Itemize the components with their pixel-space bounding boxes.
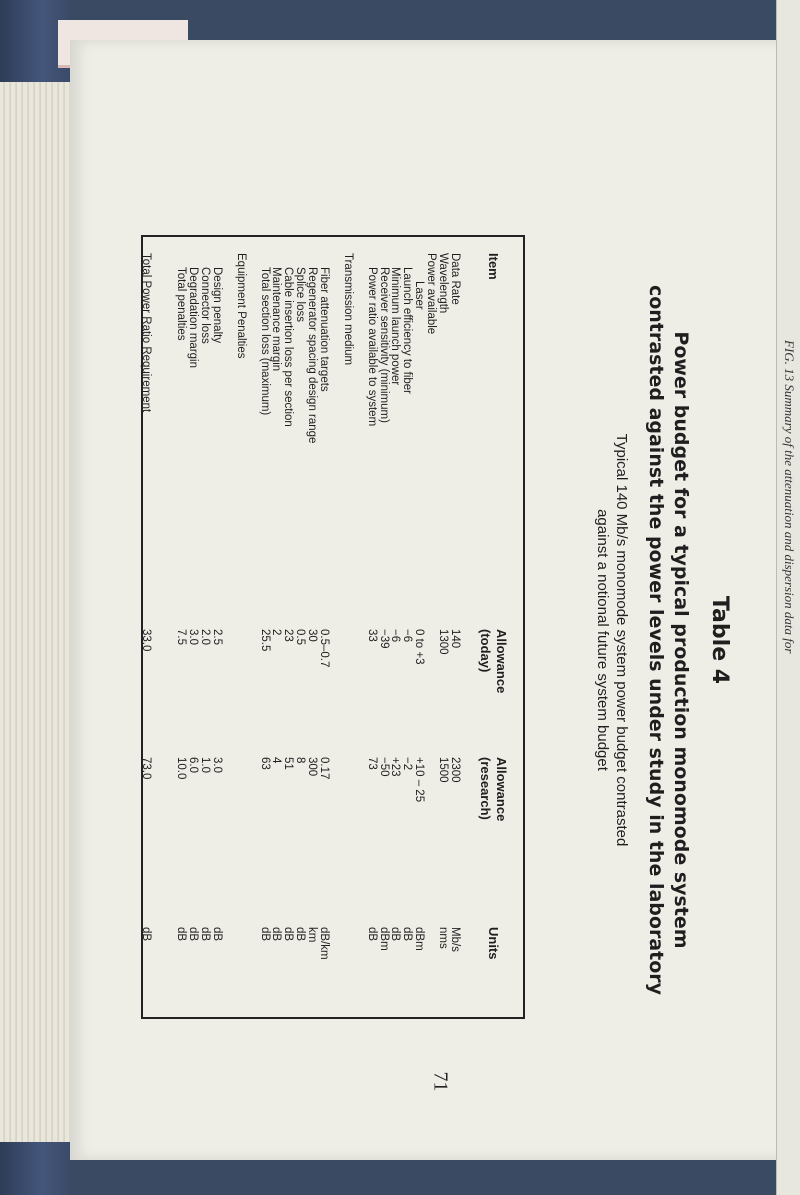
- table-row: [341, 237, 354, 1017]
- row-item-label: Degradation margin: [187, 267, 200, 369]
- row-research-value: −2: [401, 757, 414, 771]
- row-today-value: 30: [306, 629, 319, 642]
- column-header-research-line-1: Allowance: [494, 757, 509, 822]
- rotated-table-content: [130, 140, 750, 1140]
- row-today-value: −6: [401, 629, 414, 643]
- table-row: [365, 237, 378, 1017]
- row-research-value: 4: [270, 757, 283, 764]
- row-item-label: Launch efficiency to fiber: [401, 267, 414, 395]
- row-today-value: 3.0: [187, 629, 200, 645]
- facing-page-caption: FIG. 13 Summary of the attenuation and dispersion data for: [782, 340, 797, 654]
- column-header-today: [477, 629, 509, 693]
- row-today-value: 7.5: [175, 629, 188, 645]
- row-item-label: Receiver sensitivity (minimum): [377, 267, 390, 423]
- table-row: [281, 237, 294, 1017]
- table-row: [186, 237, 199, 1017]
- row-units: dB: [187, 927, 200, 942]
- row-item-label: Power available: [425, 253, 438, 335]
- row-today-value: 25.5: [258, 629, 271, 652]
- row-item-label: Maintenance margin: [270, 267, 283, 372]
- table-subtitle: [593, 140, 631, 1140]
- row-research-value: +23: [389, 757, 402, 777]
- row-item-label: Splice loss: [294, 267, 307, 322]
- row-units: km: [306, 927, 319, 943]
- table-caption: [530, 140, 750, 1140]
- row-item-label: Regenerator spacing design range: [306, 267, 319, 444]
- row-research-value: 0.17: [318, 757, 331, 780]
- row-item-label: Laser: [413, 281, 426, 310]
- row-today-value: 1300: [437, 629, 450, 655]
- row-units: dBm: [413, 927, 426, 951]
- power-budget-table: [141, 235, 525, 1019]
- table-row: [448, 237, 461, 1017]
- column-header-units: Units: [486, 927, 501, 960]
- column-header-research-line-2: (research): [478, 757, 493, 820]
- table-title-line-1: Power budget for a typical production monomode system: [670, 331, 692, 949]
- table-row: [210, 237, 223, 1017]
- table-row: [151, 237, 164, 1017]
- row-item-label: Transmission medium: [341, 253, 354, 366]
- table-label: Table 4: [707, 595, 732, 685]
- row-units: dB: [365, 927, 378, 942]
- row-research-value: 2300: [449, 757, 461, 783]
- row-research-value: −50: [377, 757, 390, 777]
- table-row: [377, 237, 390, 1017]
- table-subtitle-line-1: Typical 140 Mb/s monomode system power budget contrasted: [613, 433, 630, 847]
- row-today-value: 0.5: [294, 629, 307, 645]
- table-row: [222, 237, 235, 1017]
- row-item-label: Total penalties: [175, 267, 188, 341]
- row-today-value: 2.5: [211, 629, 223, 645]
- row-item-label: Total Power Ratio Requirement: [139, 253, 152, 413]
- row-units: dB: [258, 927, 271, 942]
- row-item-label: Minimum launch power: [389, 267, 402, 386]
- table-row: [246, 237, 259, 1017]
- table-row: [270, 237, 283, 1017]
- table-row: [139, 237, 152, 1017]
- row-today-value: 33.0: [139, 629, 152, 652]
- row-research-value: 73.0: [139, 757, 152, 780]
- row-today-value: 23: [282, 629, 295, 642]
- row-research-value: 51: [282, 757, 295, 770]
- row-item-label: Equipment Penalties: [234, 253, 247, 359]
- table-subtitle-line-2: against a notional future system budget: [594, 509, 611, 771]
- row-item-label: Total section loss (maximum): [258, 267, 271, 416]
- row-item-label: Cable insertion loss per section: [282, 267, 295, 427]
- row-units: dB: [199, 927, 212, 942]
- row-units: dB: [270, 927, 283, 942]
- row-today-value: 2.0: [199, 629, 212, 645]
- row-units: nms: [437, 927, 450, 949]
- table-row: [258, 237, 271, 1017]
- row-research-value: +10 – 25: [413, 757, 426, 803]
- row-research-value: 300: [306, 757, 319, 777]
- row-units: dB: [139, 927, 152, 942]
- table-row: [353, 237, 366, 1017]
- table-row: [389, 237, 402, 1017]
- row-units: Mb/s: [449, 927, 461, 952]
- row-today-value: 33: [365, 629, 378, 642]
- table-row: [424, 237, 437, 1017]
- row-research-value: 63: [258, 757, 271, 770]
- row-units: dB: [294, 927, 307, 942]
- row-today-value: 0.5–0.7: [318, 629, 331, 668]
- row-research-value: 1.0: [199, 757, 212, 773]
- table-row: [174, 237, 187, 1017]
- row-item-label: Power ratio available to system: [365, 267, 378, 427]
- row-today-value: −39: [377, 629, 390, 649]
- row-today-value: 0 to +3: [413, 629, 426, 665]
- table-title-line-2: contrasted against the power levels under study in the laboratory: [645, 284, 667, 996]
- row-item-label: Connector loss: [199, 267, 212, 344]
- row-units: dB: [389, 927, 402, 942]
- column-header-today-line-2: (today): [478, 629, 493, 673]
- row-item-label: Data Rate: [449, 253, 461, 305]
- table-row: [293, 237, 306, 1017]
- row-today-value: 140: [449, 629, 461, 649]
- row-units: dB/km: [318, 927, 331, 960]
- row-research-value: 1500: [437, 757, 450, 783]
- row-research-value: 73: [365, 757, 378, 770]
- page-stack-edges: [0, 82, 72, 1142]
- row-research-value: 3.0: [211, 757, 223, 773]
- column-header-item: Item: [486, 253, 501, 280]
- table-row: [198, 237, 211, 1017]
- column-header-today-line-1: Allowance: [494, 629, 509, 694]
- facing-page-edge: [776, 0, 800, 1195]
- row-units: dB: [211, 927, 223, 942]
- row-today-value: −6: [389, 629, 402, 643]
- table-row: [436, 237, 449, 1017]
- column-header-research: [477, 757, 509, 821]
- row-today-value: 2: [270, 629, 283, 636]
- row-research-value: 10.0: [175, 757, 188, 780]
- row-units: dB: [401, 927, 414, 942]
- table-row: [317, 237, 330, 1017]
- row-item-label: Fiber attenuation targets: [318, 267, 331, 392]
- row-item-label: Wavelength: [437, 253, 450, 314]
- row-research-value: 8: [294, 757, 307, 764]
- row-units: dB: [175, 927, 188, 942]
- table-row: [305, 237, 318, 1017]
- page-number: 71: [429, 1071, 452, 1092]
- table-title: [643, 140, 693, 1140]
- table-row: [412, 237, 425, 1017]
- row-units: dBm: [377, 927, 390, 951]
- row-item-label: Design penalty: [211, 267, 223, 344]
- table-row: [162, 237, 175, 1017]
- table-row: [329, 237, 342, 1017]
- row-units: dB: [282, 927, 295, 942]
- table-row: [234, 237, 247, 1017]
- row-research-value: 6.0: [187, 757, 200, 773]
- table-row: [400, 237, 413, 1017]
